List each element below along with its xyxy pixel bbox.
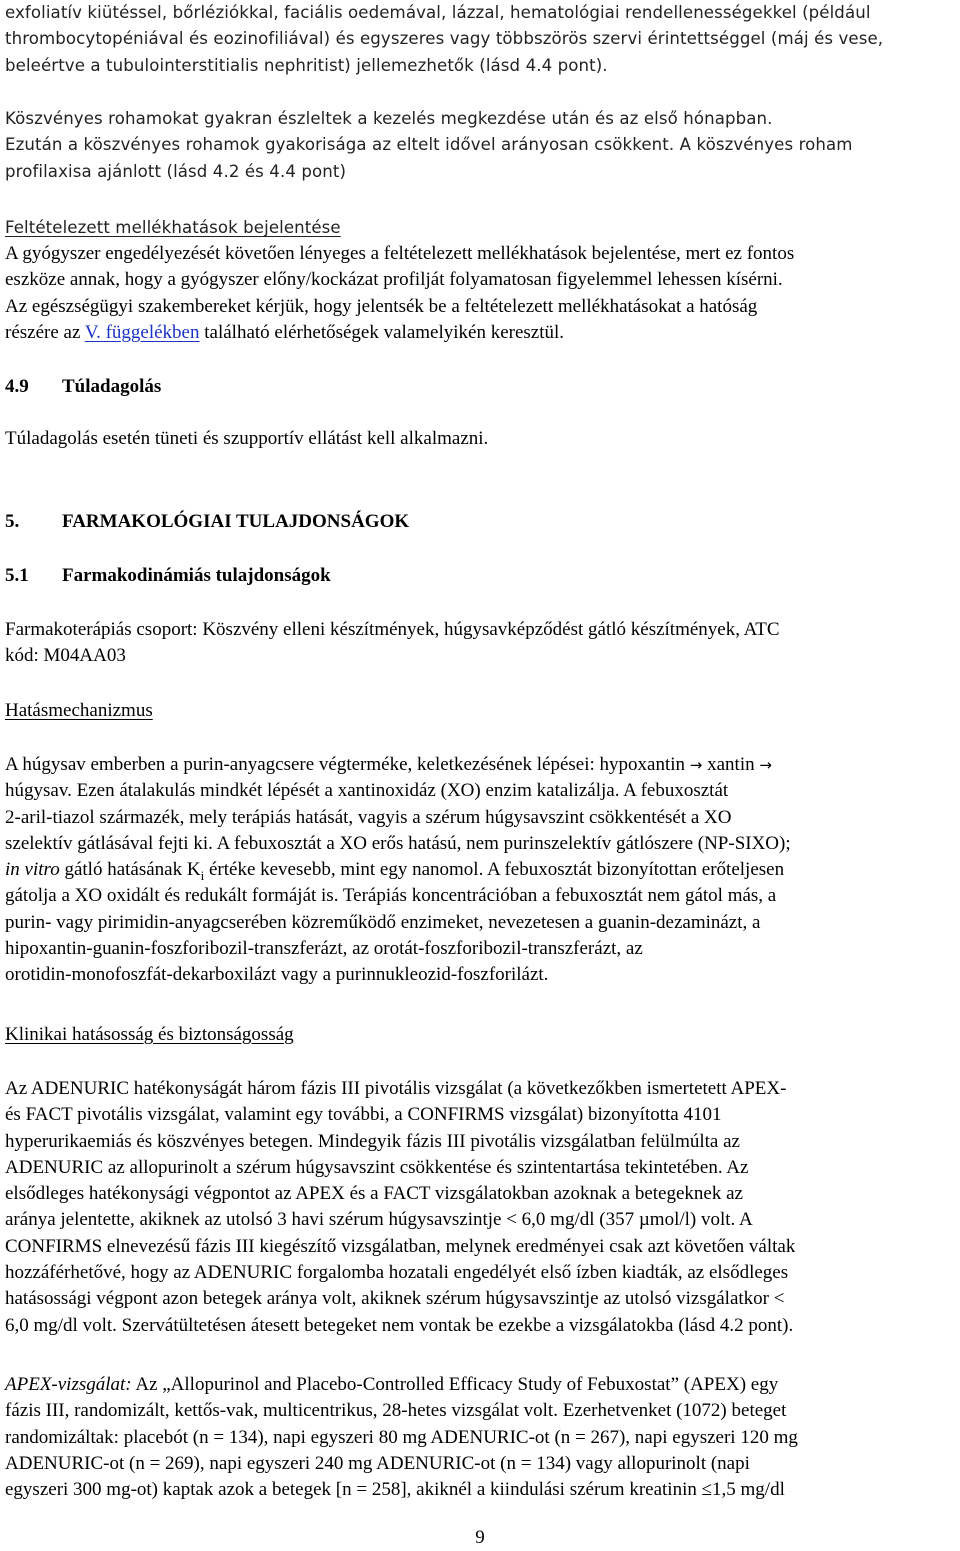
text-line: ADENURIC-ot (n = 269), napi egyszeri 240 mg ADENURIC-ot (n = 134) vagy allopurinolt (napi	[5, 1452, 750, 1474]
arrow-icon: →	[759, 756, 772, 774]
text-line: in vitro gátló hatásának $K_i$ értéke kevesebb, mint egy nanomol. A febuxosztát bizonyítottan erőteljesen	[5, 859, 785, 883]
section-title: Túladagolás	[62, 376, 162, 397]
text-line: hyperurikaemiás és köszvényes betegen. Mindegyik fázis III pivotális vizsgálatban felülmúlta az	[5, 1130, 740, 1152]
text-line: Az ADENURIC hatékonyságát három fázis III pivotális vizsgálat (a következőkben ismertetett APEX-	[5, 1078, 787, 1099]
text-line: fázis III, randomizált, kettős-vak, multicentrikus, 28-hetes vizsgálat volt. Ezerhetvenket (1072) beteget	[5, 1400, 787, 1422]
mechanism-heading: Hatásmechanizmus	[5, 700, 153, 721]
text-line: eszköze annak, hogy a gyógyszer előny/kockázat profilját folyamatosan figyelemmel lehessen kísérni.	[5, 269, 783, 291]
text-line: Farmakoterápiás csoport: Köszvény elleni készítmények, húgysavképződést gátló készítmények, ATC	[5, 619, 780, 640]
appendix-v-link[interactable]: V. függelékben	[84, 321, 200, 343]
text-line: CONFIRMS elnevezésű fázis III kiegészítő vizsgálatban, melynek eredményei csak azt követően váltak	[5, 1235, 796, 1257]
text-line: hozzáférhetővé, hogy az ADENURIC forgalomba hozatali engedélyét első ízben kiadták, az elsődleges	[5, 1262, 789, 1284]
text-line: Ezután a köszvényes rohamok gyakorisága az eltelt idővel arányosan csökkent. A köszvényes roham	[5, 135, 853, 155]
text-line: Az egészségügyi szakembereket kérjük, hogy jelentsék be a feltételezett mellékhatásokat a hatóság	[5, 295, 758, 317]
apex-paragraph	[5, 1372, 955, 1503]
text-line: orotidin-monofoszfát-dekarboxilázt vagy a purinnukleozid-foszforilázt.	[5, 964, 549, 986]
section-title: Farmakodinámiás tulajdonságok	[62, 565, 331, 586]
text-line: Köszvényes rohamokat gyakran észleltek a kezelés megkezdése után és az első hónapban.	[5, 109, 773, 128]
text-line: egyszeri 300 mg-ot) kaptak azok a betegek [n = 258], akiknél a kiindulási szérum kreatinin ≤1,5 mg/dl	[5, 1479, 785, 1501]
text-line: 6,0 mg/dl volt. Szervátültetésen átesett betegeket nem vontak be ezekbe a vizsgálatokba (lásd 4.2 pont).	[5, 1314, 794, 1336]
text-line: 2-aril-tiazol származék, mely terápiás hatását, vagyis a szérum húgysavszint csökkentését a XO	[5, 806, 732, 828]
clinical-heading: Klinikai hatásosság és biztonságosság	[5, 1024, 294, 1045]
report-section	[5, 215, 955, 241]
report-paragraph	[5, 241, 955, 346]
page-number: 9	[475, 1527, 485, 1548]
text-line: profilaxisa ajánlott (lásd 4.2 és 4.4 pont)	[5, 161, 347, 181]
text-line: kód: M04AA03	[5, 645, 126, 667]
text-line: aránya jelentette, akiknek az utolsó 3 havi szérum húgysavszintje < 6,0 mg/dl (357 µmol/l) volt. A	[5, 1209, 753, 1231]
section-number: 4.9	[5, 376, 29, 397]
text-line: elsődleges hatékonysági végpontot az APEX és a FACT vizsgálatokban azoknak a betegeknek az	[5, 1183, 743, 1205]
text-line: A húgysav emberben a purin-anyagcsere végterméke, keletkezésének lépései: hypoxantin → xantin →	[5, 754, 772, 775]
text-line: hatásossági végpont azon betegek aránya volt, akiknek szérum húgysavszintje az utolsó vizsgálatkor <	[5, 1288, 785, 1310]
intro-paragraph	[5, 0, 955, 79]
text-line: és FACT pivotális vizsgálat, valamint egy további, a CONFIRMS vizsgálat) bizonyította 4101	[5, 1104, 722, 1126]
text-line: randomizáltak: placebót (n = 134), napi egyszeri 80 mg ADENURIC-ot (n = 267), napi egyszeri 120 mg	[5, 1426, 798, 1448]
text-line: részére az V. függelékben található elérhetőségek valamelyikén keresztül.	[5, 321, 565, 343]
text-line: szelektív gátlásával fejti ki. A febuxosztát a XO erős hatású, nem purinszelektív gátlószere (NP-SIXO);	[5, 832, 791, 854]
overdose-paragraph	[5, 426, 955, 452]
text-line: purin- vagy pirimidin-anyagcserében közreműködő enzimeket, nevezetesen a guanin-dezaminázt, a	[5, 911, 761, 933]
report-heading: Feltételezett mellékhatások bejelentése	[5, 218, 341, 237]
section-4-9-heading	[5, 374, 955, 400]
text-line: Túladagolás esetén tüneti és szupportív ellátást kell alkalmazni.	[5, 428, 489, 449]
arrow-icon: →	[689, 756, 703, 774]
clinical-section	[5, 1022, 955, 1048]
text-line: exfoliatív kiütéssel, bőrléziókkal, faciális oedemával, lázzal, hematológiai rendellenességekkel (például	[5, 3, 871, 22]
gout-paragraph	[5, 106, 955, 185]
mechanism-section	[5, 698, 955, 724]
pharmacotherapy-paragraph	[5, 617, 955, 670]
text-line: gátolja a XO oxidált és redukált formáját is. Terápiás koncentrációban a febuxosztát nem gátol más, a	[5, 885, 777, 907]
section-number: 5.	[5, 511, 20, 532]
text-line: beleértve a tubulointerstitialis nephritist) jellemezhetők (lásd 4.4 pont).	[5, 55, 608, 75]
text-line: hipoxantin-guanin-foszforibozil-transzferázt, az orotát-foszforibozil-transzferázt, az	[5, 938, 643, 960]
section-5-1-heading	[5, 563, 955, 589]
section-5-heading	[5, 509, 955, 535]
clinical-paragraph	[5, 1076, 955, 1339]
text-line: A gyógyszer engedélyezését követően lényeges a feltételezett mellékhatások bejelentése, mert ez fontos	[5, 243, 795, 264]
text-line: ADENURIC az allopurinolt a szérum húgysavszint csökkentése és szintentartása tekintetében. Az	[5, 1156, 749, 1178]
text-line: APEX-vizsgálat: Az „Allopurinol and Placebo-Controlled Efficacy Study of Febuxostat” (APEX) egy	[5, 1374, 779, 1395]
mechanism-paragraph	[5, 752, 955, 989]
text-line: húgysav. Ezen átalakulás mindkét lépését a xantinoxidáz (XO) enzim katalizálja. A febuxosztát	[5, 780, 729, 802]
section-title: FARMAKOLÓGIAI TULAJDONSÁGOK	[62, 511, 410, 532]
section-number: 5.1	[5, 565, 29, 586]
text-line: thrombocytopéniával és eozinofiliával) és egyszeres vagy többszörös szervi érintettséggel (máj és vese,	[5, 29, 884, 49]
